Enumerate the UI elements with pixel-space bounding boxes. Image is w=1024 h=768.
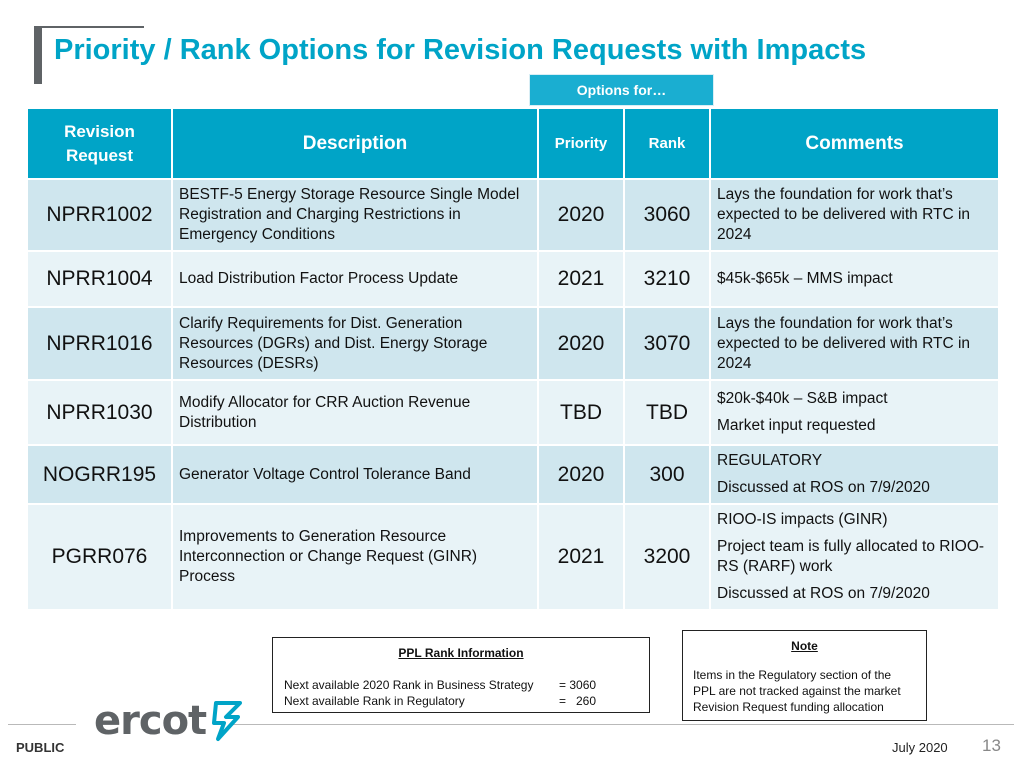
comment-line: REGULATORY (717, 452, 823, 469)
note-box (682, 630, 927, 721)
footer-date: July 2020 (892, 740, 948, 755)
ppl-rank-info-heading: PPL Rank Information (398, 646, 524, 660)
request-comments (710, 251, 999, 307)
request-rank: 3060 (624, 179, 710, 251)
ppl-line-regulatory-label: Next available Rank in Regulatory (284, 694, 465, 708)
comment-line: Project team is fully allocated to RIOO-RS (RARF) work (717, 538, 985, 575)
table-row (27, 445, 999, 504)
revision-requests-table (26, 107, 1000, 611)
request-id: PGRR076 (27, 504, 172, 610)
comment-line: Lays the foundation for work that’s expected to be delivered with RTC in 2024 (717, 314, 971, 372)
request-id: NPRR1002 (27, 179, 172, 251)
comment-line: Market input requested (717, 417, 876, 434)
header-comments: Comments (710, 108, 999, 179)
table-row (27, 307, 999, 380)
page-title: Priority / Rank Options for Revision Requests with Impacts (54, 34, 867, 66)
request-priority: 2020 (538, 179, 624, 251)
request-id: NOGRR195 (27, 445, 172, 504)
comment-line: Discussed at ROS on 7/9/2020 (717, 585, 930, 602)
ppl-rank-info-box (272, 637, 650, 713)
comment-line: $45k-$65k – MMS impact (717, 270, 893, 287)
header-priority: Priority (538, 108, 624, 179)
request-priority: 2021 (538, 504, 624, 610)
request-id: NPRR1016 (27, 307, 172, 380)
request-description: Load Distribution Factor Process Update (172, 251, 538, 307)
request-id: NPRR1030 (27, 380, 172, 445)
request-description: Clarify Requirements for Dist. Generation Resources (DGRs) and Dist. Energy Storage Resources (DESRs) (172, 307, 538, 380)
request-priority: 2021 (538, 251, 624, 307)
request-description: BESTF-5 Energy Storage Resource Single Model Registration and Charging Restrictions in Emergency Conditions (172, 179, 538, 251)
comment-line: Discussed at ROS on 7/9/2020 (717, 479, 930, 496)
title-accent-line (42, 26, 144, 28)
lightning-bolt-icon (210, 699, 246, 743)
request-comments (710, 445, 999, 504)
request-comments (710, 307, 999, 380)
title-accent-bar (34, 26, 42, 84)
table-row (27, 504, 999, 610)
classification-label: PUBLIC (16, 740, 65, 755)
table-header-row (27, 108, 999, 179)
comment-line: RIOO-IS impacts (GINR) (717, 511, 888, 528)
request-rank: 3210 (624, 251, 710, 307)
request-rank: 3200 (624, 504, 710, 610)
ercot-logo (94, 696, 246, 746)
request-rank: 300 (624, 445, 710, 504)
header-rank: Rank (624, 108, 710, 179)
options-for-badge: Options for… (530, 75, 713, 105)
request-comments (710, 504, 999, 610)
table-row (27, 380, 999, 445)
table-row (27, 251, 999, 307)
ppl-line-business-value: = 3060 (559, 678, 597, 692)
comment-line: $20k-$40k – S&B impact (717, 390, 888, 407)
footer-divider-right (232, 724, 1014, 725)
note-heading: Note (791, 639, 818, 653)
request-priority: 2020 (538, 307, 624, 380)
request-description: Improvements to Generation Resource Interconnection or Change Request (GINR) Process (172, 504, 538, 610)
logo-wordmark: ercot (94, 698, 207, 744)
request-priority: TBD (538, 380, 624, 445)
comment-line: Lays the foundation for work that’s expected to be delivered with RTC in 2024 (717, 186, 971, 243)
footer-divider-left (8, 724, 76, 725)
request-id: NPRR1004 (27, 251, 172, 307)
page-number: 13 (982, 736, 1001, 755)
request-priority: 2020 (538, 445, 624, 504)
request-description: Generator Voltage Control Tolerance Band (172, 445, 538, 504)
request-rank: 3070 (624, 307, 710, 380)
header-description: Description (172, 108, 538, 179)
table-row (27, 179, 999, 251)
request-comments (710, 380, 999, 445)
note-body: Items in the Regulatory section of the PPL are not tracked against the market Revision Request funding allocation (693, 668, 901, 714)
request-comments (710, 179, 999, 251)
request-rank: TBD (624, 380, 710, 445)
ppl-line-regulatory-value: = 260 (559, 694, 597, 708)
request-description: Modify Allocator for CRR Auction Revenue Distribution (172, 380, 538, 445)
header-revision-request: Revision Request (27, 108, 172, 179)
ppl-line-business-label: Next available 2020 Rank in Business Strategy (284, 678, 534, 692)
